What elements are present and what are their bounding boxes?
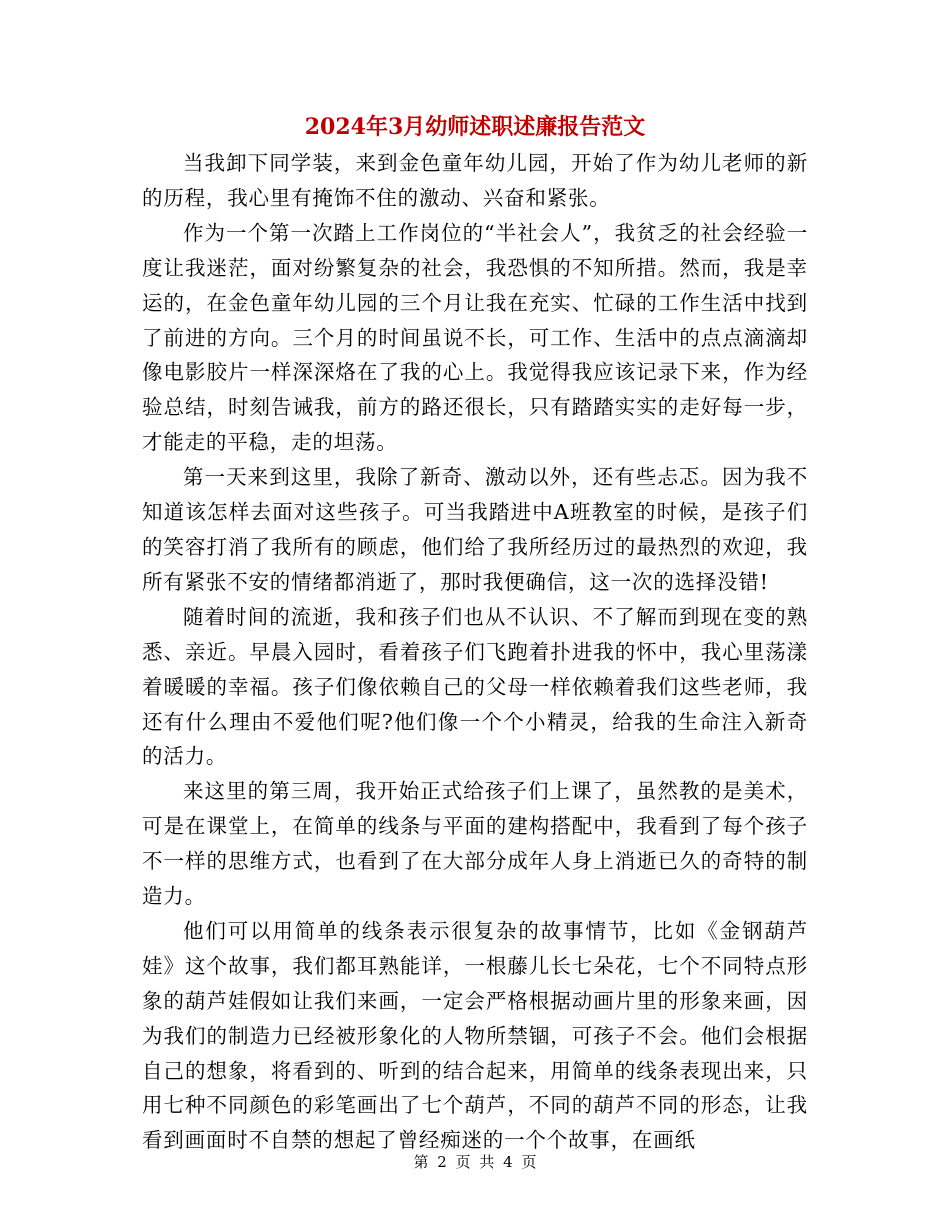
paragraph: 他们可以用简单的线条表示很复杂的故事情节，比如《金钢葫芦娃》这个故事，我们都耳熟能详，一根藤儿长七朵花，七个不同特点形象的葫芦娃假如让我们来画，一定会严格根据动画片里的形象来画，因为我们的制造力已经被形象化的人物所禁锢，可孩子不会。他们会根据自己的想象，将看到的、听到的结合起来，用简单的线条表现出来，只用七种不同颜色的彩笔画出了七个葫芦，不同的葫芦不同的形态，让我看到画面时不自禁的想起了曾经痴迷的一个个故事，在画纸	[142, 918, 808, 1153]
paragraph: 第一天来到这里，我除了新奇、激动以外，还有些忐忑。因为我不知道该怎样去面对这些孩子。可当我踏进中A班教室的时候，是孩子们的笑容打消了我所有的顾虑，他们给了我所经历过的最热烈的欢迎，我所有紧张不安的情绪都消逝了，那时我便确信，这一次的选择没错!	[142, 465, 808, 594]
page-number-footer: 第 2 页 共 4 页	[413, 1153, 537, 1171]
paragraph: 来这里的第三周，我开始正式给孩子们上课了，虽然教的是美术，可是在课堂上，在简单的线条与平面的建构搭配中，我看到了每个孩子不一样的思维方式，也看到了在大部分成年人身上消逝已久的奇特的制造力。	[142, 779, 808, 909]
paragraph: 作为一个第一次踏上工作岗位的“半社会人”，我贫乏的社会经验一度让我迷茫，面对纷繁复杂的社会，我恐惧的不知所措。然而，我是幸运的，在金色童年幼儿园的三个月让我在充实、忙碌的工作生活中找到了前进的方向。三个月的时间虽说不长，可工作、生活中的点点滴滴却像电影胶片一样深深烙在了我的心上。我觉得我应该记录下来，作为经验总结，时刻告诫我，前方的路还很长，只有踏踏实实的走好每一步，才能走的平稳，走的坦荡。	[142, 220, 808, 455]
paragraph: 随着时间的流逝，我和孩子们也从不认识、不了解而到现在变的熟悉、亲近。早晨入园时，看着孩子们飞跑着扑进我的怀中，我心里荡漾着暖暖的幸福。孩子们像依赖自己的父母一样依赖着我们这些老师，我还有什么理由不爱他们呢?他们像一个个小精灵，给我的生命注入新奇的活力。	[142, 604, 808, 769]
document-title: 2024年3月幼师述职述廉报告范文	[304, 114, 646, 140]
paragraph: 当我卸下同学装，来到金色童年幼儿园，开始了作为幼儿老师的新的历程，我心里有掩饰不住的激动、兴奋和紧张。	[142, 151, 808, 210]
document-body	[142, 146, 808, 1158]
